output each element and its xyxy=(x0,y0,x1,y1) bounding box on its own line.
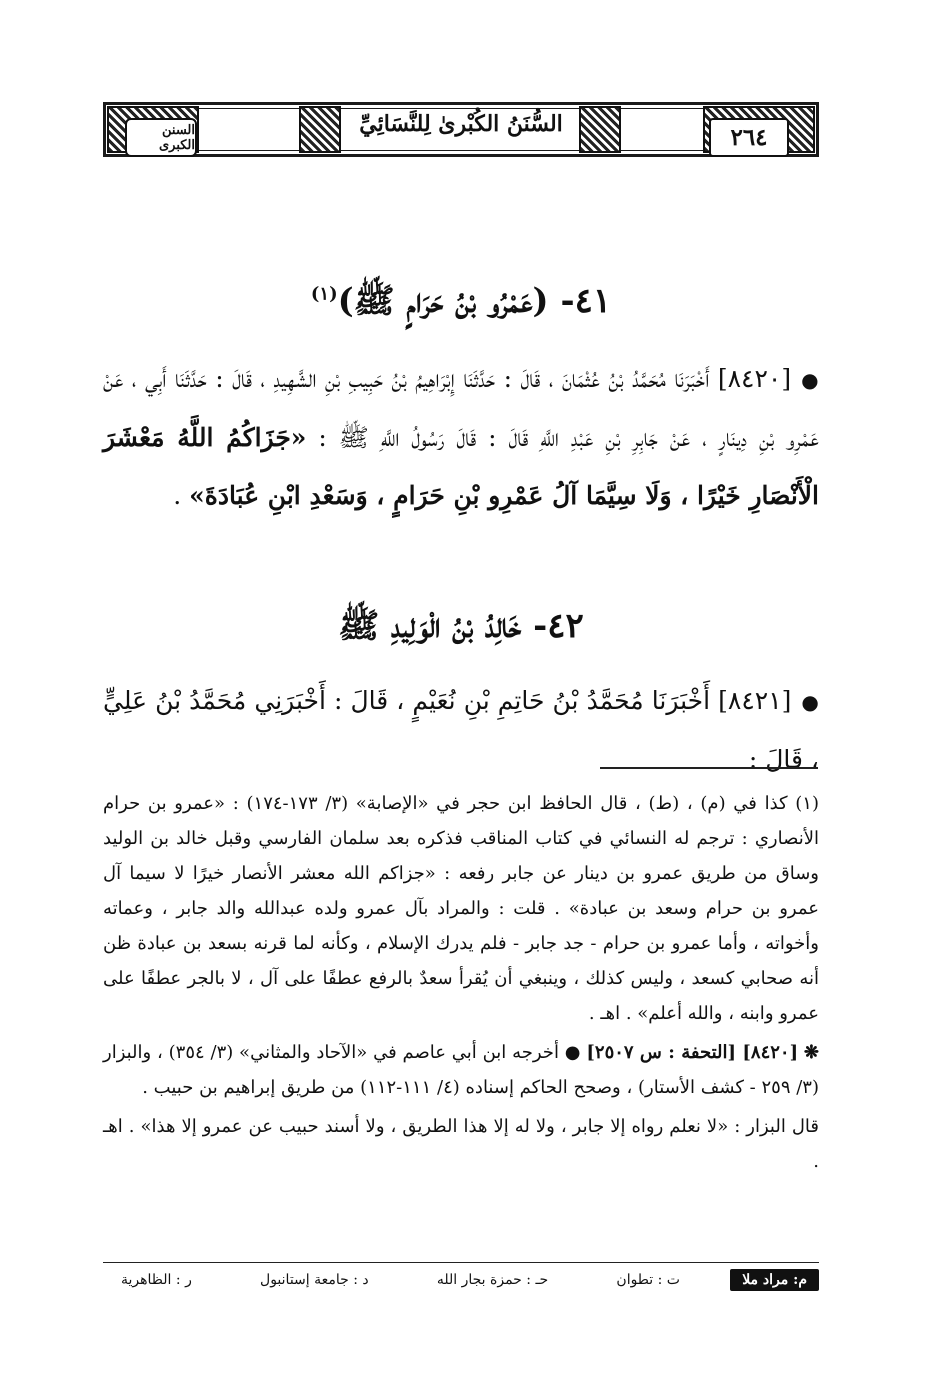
book-logo: السنن الكبرى xyxy=(125,118,197,157)
heading-text: ٤١- (عَمْرُو بْنُ حَرَامٍ ﷺ) xyxy=(337,281,612,321)
hadith-number: [٨٤٢١] xyxy=(718,686,792,715)
ornament-divider-right xyxy=(579,106,621,153)
running-title: السُّنَنُ الكُبْرىٰ لِلنَّسَائِيِّ xyxy=(359,111,563,137)
siglum-h: حـ : حمزة بجار الله xyxy=(436,1272,549,1288)
takhrij-text: أخرجه ابن أبي عاصم في «الآحاد والمثاني» (٣/ ٣٥٤) ، والبزار (٣/ ٢٥٩ - كشف الأستار) ، وصحح الحاكم إسناده (٤/ ١١١-١١٢) من طريق إبراهيم بن حبيب . xyxy=(103,1042,819,1098)
left-ornament xyxy=(107,106,199,153)
hadith-number: [٨٤٢٠] xyxy=(717,364,792,393)
page-header xyxy=(103,102,819,157)
manuscript-sigla xyxy=(103,1266,819,1294)
sigla-separator xyxy=(103,1262,819,1263)
hadith-matn: «جَزَاكُمُ اللَّهُ مَعْشَرَ الْأَنْصَارِ خَيْرًا ، وَلَا سِيَّمَا آلُ عَمْرِو بْنِ حَرَامٍ ، وَسَعْدِ ابْنِ عُبَادَةَ» xyxy=(103,423,819,510)
takhrij-8420 xyxy=(103,1035,819,1105)
right-ornament xyxy=(703,106,815,153)
section-heading-42: ٤٢- خَالِدُ بْنُ الْوَلِيدِ ﷺ xyxy=(338,606,584,646)
hadith-isnad: أَخْبَرَنَا مُحَمَّدُ بْنُ عُثْمَانَ ، قَالَ : حَدَّثَنَا إِبْرَاهِيمُ بْنُ حَبِيبِ بْنِ الشَّهِيدِ ، قَالَ : حَدَّثَنَا أَبِي ، عَنْ عَمْرِو بْنِ دِينَارٍ ، عَنْ جَابِرِ بْنِ عَبْدِ اللَّهِ قَالَ : قَالَ رَسُولُ اللَّهِ ﷺ : xyxy=(103,364,819,452)
footnote-ref: (١) xyxy=(310,283,338,305)
takhrij-heading: [٨٤٢٠] [التحفة : س ٢٥٠٧] xyxy=(586,1042,799,1063)
siglum-d: د : جامعة إستانبول xyxy=(260,1272,369,1288)
footnotes xyxy=(103,786,819,1183)
footnote-1: (١) كذا في (م) ، (ط) ، قال الحافظ ابن حجر في «الإصابة» (٣/ ١٧٣-١٧٤) : «عمرو بن حرام الأنصاري : ترجم له النسائي في كتاب المناقب فذكره بعد سلمان الفارسي وقبل خالد بن الوليد وساق من طريق عمرو بن دينار عن جابر رفعه : «جزاكم الله معشر الأنصار خيرًا لا سيما آل عمرو بن حرام وسعد بن عبادة» . قلت : والمراد بآل عمرو ولده عبدالله والد جابر ، وعماته وأخواته ، وأما عمرو بن حرام - جد جابر - فلم يدرك الإسلام ، وكأنه لما قرنه بسعد بن عبادة ظن أنه صحابي كسعد ، وليس كذلك ، وينبغي أن يُقرأ سعدٌ بالرفع عطفًا على آل ، لا بالجر عطفًا على عمرو وابنه ، والله أعلم» . اهـ . xyxy=(103,793,819,1024)
siglum-m: م: مراد ملا xyxy=(730,1269,819,1291)
ornament-divider-left xyxy=(299,106,341,153)
hadith-8420 xyxy=(103,350,819,525)
asterisk-icon: ❋ xyxy=(803,1042,820,1063)
siglum-r: ر : الظاهرية xyxy=(121,1272,192,1288)
bullet-icon: ● xyxy=(801,690,819,714)
hadith-end: . xyxy=(173,481,182,510)
bullet-icon: ● xyxy=(564,1042,581,1063)
hadith-isnad: أَخْبَرَنَا مُحَمَّدُ بْنُ حَاتِمِ بْنِ نُعَيْمٍ ، قَالَ : أَخْبَرَنِي مُحَمَّدُ بْنُ عَلِيٍّ ، قَالَ : xyxy=(103,686,819,774)
footnote-separator xyxy=(600,767,818,769)
section-heading-41 xyxy=(103,280,819,329)
page-number: ٢٦٤ xyxy=(709,118,789,157)
hadith-8421 xyxy=(103,672,819,789)
bazzar-note: قال البزار : «لا نعلم رواه إلا جابر ، ولا له إلا هذا الطريق ، ولا أسند حبيب عن عمرو إلا هذا» . اهـ . xyxy=(103,1116,819,1172)
siglum-t: ت : تطوان xyxy=(616,1272,680,1288)
bullet-icon: ● xyxy=(801,368,819,392)
